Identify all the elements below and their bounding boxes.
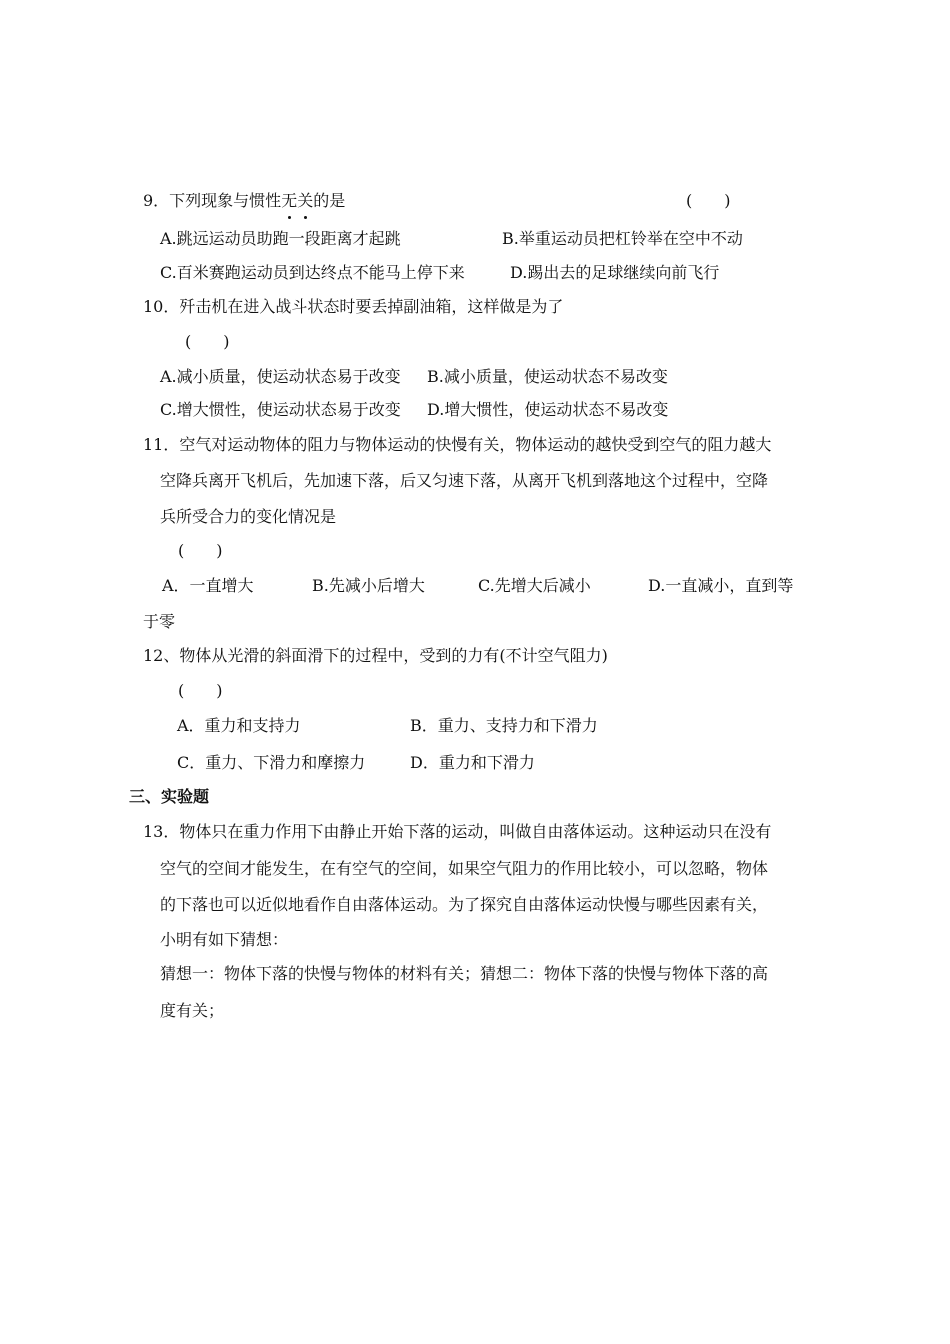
q11-answer-bracket: ( ) [178, 541, 223, 560]
q11-option-d-continued: 于零 [143, 612, 176, 631]
q11-option-b: B.先减小后增大 [312, 576, 425, 595]
q9-option-a: A.跳远运动员助跑一段距离才起跳 [160, 229, 401, 248]
q9-option-c: C.百米赛跑运动员到达终点不能马上停下来 [160, 263, 465, 282]
q9-emphasis-char-2: 关 [297, 191, 314, 210]
q12-option-c: C．重力、下滑力和摩擦力 [177, 753, 366, 772]
section-heading-experiment: 三、实验题 [129, 787, 210, 806]
q11-option-d: D.一直减小，直到等 [648, 576, 794, 595]
q13-line-2: 空气的空间才能发生，在有空气的空间，如果空气阻力的作用比较小，可以忽略，物体 [160, 859, 769, 878]
q13-line-3: 的下落也可以近似地看作自由落体运动。为了探究自由落体运动快慢与哪些因素有关， [160, 895, 769, 914]
q12-option-d: D．重力和下滑力 [410, 753, 535, 772]
q9-stem-text: 9．下列现象与惯性 [143, 191, 282, 210]
q12-option-b: B．重力、支持力和下滑力 [410, 716, 598, 735]
q10-option-d: D.增大惯性，使运动状态不易改变 [427, 400, 669, 419]
q10-answer-bracket: ( ) [185, 332, 230, 351]
q10-option-a: A.减小质量，使运动状态易于改变 [160, 367, 401, 386]
q11-stem-line-3: 兵所受合力的变化情况是 [160, 507, 337, 526]
q11-option-a: A．一直增大 [162, 576, 254, 595]
q13-line-6: 度有关； [160, 1001, 225, 1020]
q9-option-b: B.举重运动员把杠铃举在空中不动 [502, 229, 743, 248]
q13-line-5: 猜想一：物体下落的快慢与物体的材料有关；猜想二：物体下落的快慢与物体下落的高 [160, 964, 769, 983]
q11-option-c: C.先增大后减小 [478, 576, 591, 595]
q12-option-a: A．重力和支持力 [177, 716, 301, 735]
q9-answer-bracket: ( ) [686, 191, 731, 210]
q10-stem: 10．歼击机在进入战斗状态时要丢掉副油箱，这样做是为了 [143, 297, 564, 316]
q12-answer-bracket: ( ) [178, 681, 223, 700]
q10-option-b: B.减小质量，使运动状态不易改变 [427, 367, 668, 386]
q9-stem-end: 的是 [313, 191, 346, 210]
q10-option-c: C.增大惯性，使运动状态易于改变 [160, 400, 401, 419]
q12-stem: 12、物体从光滑的斜面滑下的过程中，受到的力有(不计空气阻力) [143, 646, 608, 665]
q9-stem [143, 190, 345, 212]
q11-stem-line-1: 11．空气对运动物体的阻力与物体运动的快慢有关，物体运动的越快受到空气的阻力越大 [143, 435, 772, 454]
q13-line-1: 13．物体只在重力作用下由静止开始下落的运动，叫做自由落体运动。这种运动只在没有 [143, 822, 772, 841]
q9-emphasis-char-1: 无 [281, 191, 298, 210]
q11-stem-line-2: 空降兵离开飞机后，先加速下落，后又匀速下落，从离开飞机到落地这个过程中，空降 [160, 471, 769, 490]
q13-line-4: 小明有如下猜想： [160, 930, 289, 949]
q9-option-d: D.踢出去的足球继续向前飞行 [510, 263, 720, 282]
